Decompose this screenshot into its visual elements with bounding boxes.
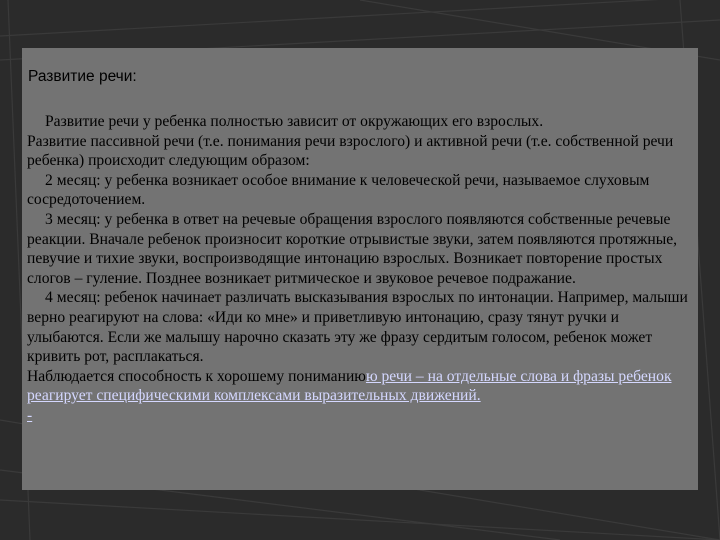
understanding-link[interactable]: ю речи – на отдельные слова и фразы ребенок реагирует специфическими комплексами выразительных движений. [27,367,672,405]
trailing-link[interactable]: - [27,406,33,424]
understanding-text: Наблюдается способность к хорошему пониманию [27,367,366,385]
slide-body [27,112,693,426]
paragraph-passive-active: Развитие пассивной речи (т.е. понимания речи взрослого) и активной речи (т.е. собственной речи ребенка) происходит следующим образом: [27,132,674,170]
paragraph-month-4: 4 месяц: ребенок начинает различать высказывания взрослых по интонации. Например, малыши верно реагируют на слова: «Иди ко мне» и приветливую интонацию, сразу тянут ручки и улыбаются. Если же малышу нарочно сказать эту же фразу сердитым голосом, ребенок может кривить рот, расплакаться. [27,289,688,366]
slide-heading: Развитие речи: [28,68,137,85]
paragraph-understanding [27,367,693,406]
paragraph-intro: Развитие речи у ребенка полностью зависит от окружающих его взрослых. [45,113,544,130]
paragraph-month-3: 3 месяц: у ребенка в ответ на речевые обращения взрослого появляются собственные речевые реакции. Вначале ребенок произносит короткие отрывистые звуки, затем появляются протяжные, певучие и тихие звуки, воспроизводящие интонацию взрослых. Возникает повторение простых слогов – гуление. Позднее возникает ритмическое и звуковое речевое подражание. [27,210,678,287]
paragraph-month-2: 2 месяц: у ребенка возникает особое внимание к человеческой речи, называемое слуховым сосредоточением. [27,171,650,209]
